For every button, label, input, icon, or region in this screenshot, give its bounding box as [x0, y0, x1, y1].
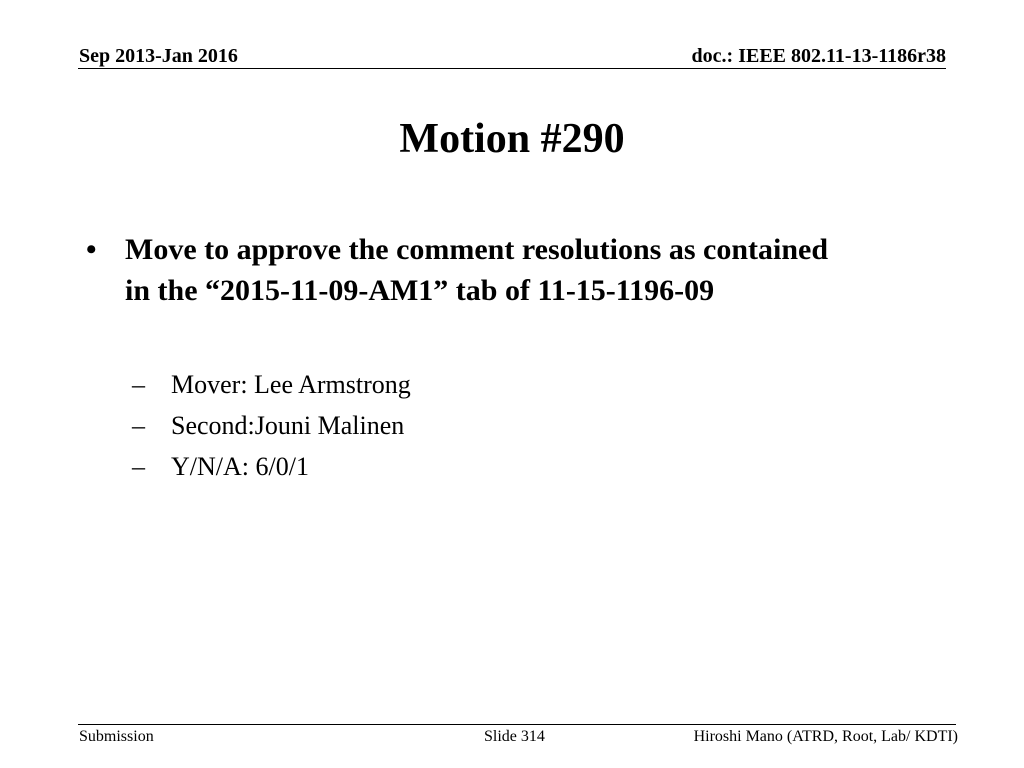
header-date-range: Sep 2013-Jan 2016	[79, 45, 238, 67]
vote-result-text: Y/N/A: 6/0/1	[171, 452, 309, 481]
main-bullet-text	[125, 229, 945, 311]
sub-bullet-vote	[132, 446, 632, 487]
sub-bullet-dash: –	[132, 411, 145, 440]
footer-submission: Submission	[79, 728, 154, 745]
footer-slide-number: Slide 314	[484, 728, 545, 745]
sub-bullet-list	[132, 364, 632, 487]
sub-bullet-dash: –	[132, 370, 145, 399]
main-bullet-line-2: in the “2015-11-09-AM1” tab of 11-15-1196-09	[125, 274, 715, 307]
mover-text: Mover: Lee Armstrong	[171, 370, 411, 399]
second-text: Second:Jouni Malinen	[171, 411, 405, 440]
footer-author: Hiroshi Mano (ATRD, Root, Lab/ KDTI)	[693, 728, 958, 745]
slide-title: Motion #290	[399, 116, 625, 162]
sub-bullet-second	[132, 405, 632, 446]
main-bullet-line-1: Move to approve the comment resolutions as contained	[125, 233, 829, 266]
footer-divider	[78, 724, 956, 725]
sub-bullet-dash: –	[132, 452, 145, 481]
header-doc-id: doc.: IEEE 802.11-13-1186r38	[691, 45, 946, 67]
sub-bullet-mover	[132, 364, 632, 405]
header-divider	[78, 68, 946, 69]
bullet-dot: •	[86, 233, 97, 266]
